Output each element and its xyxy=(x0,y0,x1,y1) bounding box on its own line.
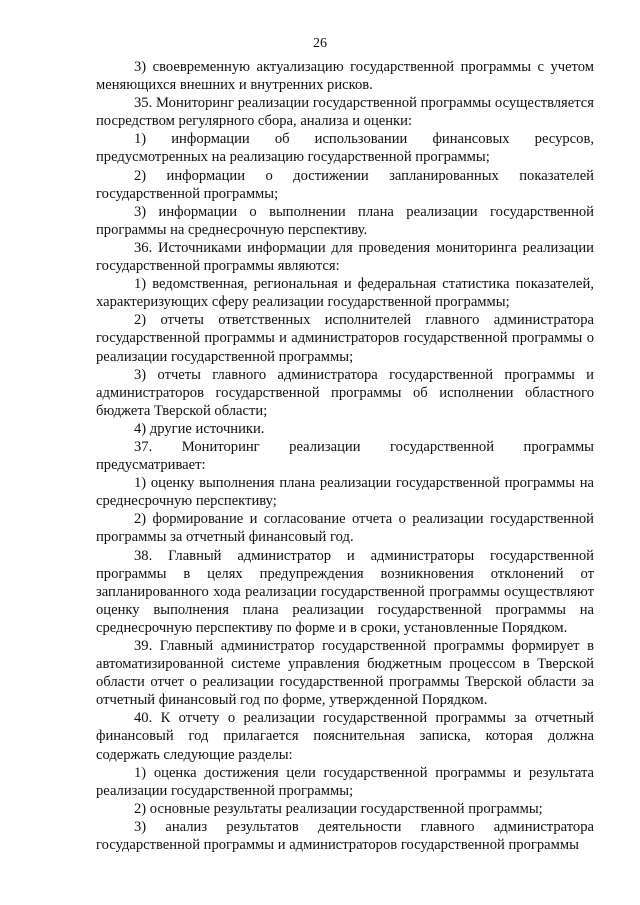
paragraph: 37. Мониторинг реализации государственной программы предусматривает: xyxy=(96,438,594,474)
paragraph: 35. Мониторинг реализации государственной программы осуществляется посредством регулярного сбора, анализа и оценки: xyxy=(96,95,594,130)
paragraph: 3) своевременную актуализацию государственной программы с учетом меняющихся внешних и внутренних рисков. xyxy=(96,59,594,94)
paragraph: 1) оценка достижения цели государственной программы и результата реализации государственной программы; xyxy=(96,764,594,799)
paragraph: 4) другие источники. xyxy=(134,420,265,437)
paragraph: 3) анализ результатов деятельности главного администратора государственной программы и администраторов государственной программы xyxy=(96,818,594,854)
paragraph: 3) информации о выполнении плана реализации государственной программы на среднесрочную перспективу. xyxy=(96,203,594,238)
document-body xyxy=(96,58,594,854)
paragraph: 3) отчеты главного администратора государственной программы и администраторов государственной программы об исполнении областного бюджета Тверской области; xyxy=(96,366,594,419)
paragraph: 1) ведомственная, региональная и федеральная статистика показателей, характеризующих сферу реализации государственной программы; xyxy=(96,276,594,311)
paragraph: 38. Главный администратор и администраторы государственной программы в целях предупреждения возникновения отклонений от запланированного хода реализации государственной программы осуществляют оценку выполнения плана реализации государственной программы на среднесрочную перспективу по форме и в сроки, установленные Порядком. xyxy=(96,547,594,636)
paragraph: 39. Главный администратор государственной программы формирует в автоматизированной системе управления бюджетным процессом в Тверской области отчет о реализации государственной программы Тверской области за отчетный финансовый год по форме, утвержденной Порядком. xyxy=(96,638,594,709)
paragraph: 2) информации о достижении запланированных показателей государственной программы; xyxy=(96,167,594,202)
paragraph: 2) формирование и согласование отчета о реализации государственной программы за отчетный финансовый год. xyxy=(96,511,594,546)
paragraph: 36. Источниками информации для проведения мониторинга реализации государственной программы являются: xyxy=(96,239,594,275)
paragraph: 40. К отчету о реализации государственной программы за отчетный финансовый год прилагается пояснительная записка, которая должна содержать следующие разделы: xyxy=(96,710,594,763)
paragraph: 2) основные результаты реализации государственной программы; xyxy=(134,800,543,817)
paragraph: 2) отчеты ответственных исполнителей главного администратора государственной программы и администраторов государственной программы о реализации государственной программы; xyxy=(96,312,594,365)
paragraph: 1) оценку выполнения плана реализации государственной программы на среднесрочную перспективу; xyxy=(96,475,594,510)
paragraph: 1) информации об использовании финансовых ресурсов, предусмотренных на реализацию государственной программы; xyxy=(96,131,594,166)
page-number: 26 xyxy=(313,36,327,51)
